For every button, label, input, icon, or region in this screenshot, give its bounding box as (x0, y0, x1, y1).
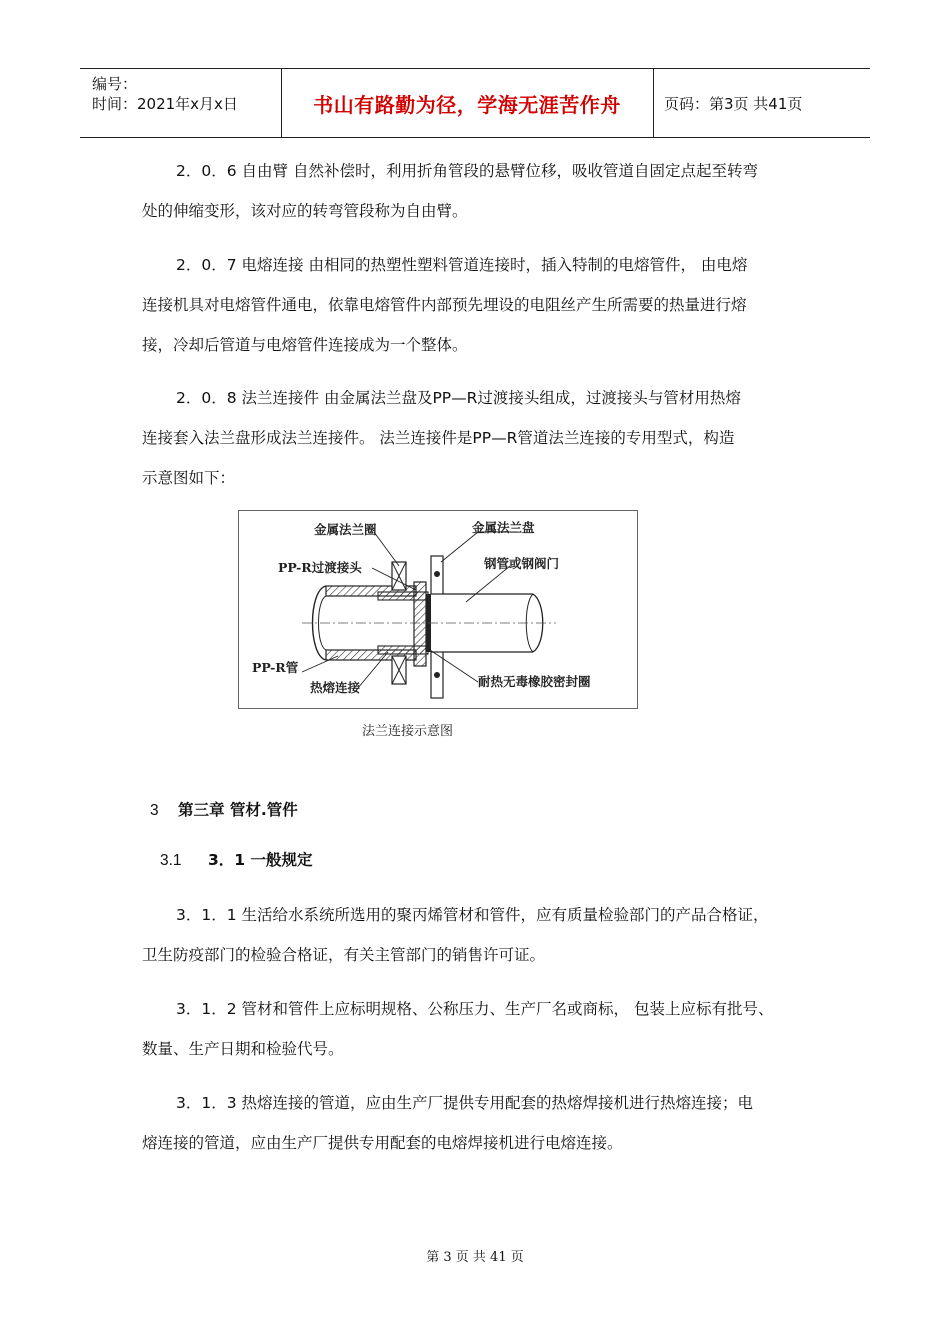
header-info-cell (80, 69, 282, 137)
time-label: 时间：2021年x月x日 (92, 95, 238, 113)
motto: 书山有路勤为径，学海无涯苦作舟 (313, 92, 621, 117)
section-number: 3.1 (160, 852, 182, 869)
label-metal-flange-ring: 金属法兰圈 (314, 522, 377, 537)
paragraph-2-0-7 (142, 254, 822, 374)
paragraph-line: 连接机具对电熔管件通电，依靠电熔管件内部预先埋设的电阻丝产生所需要的热量进行熔 (142, 296, 747, 314)
paragraph-2-0-6 (142, 160, 822, 240)
paragraph-line: 2．0．6 自由臂 自然补偿时，利用折角管段的悬臂位移，吸收管道自固定点起至转弯 (176, 162, 758, 180)
paragraph-line: 卫生防疫部门的检验合格证，有关主管部门的销售许可证。 (142, 946, 546, 964)
page-header (80, 68, 870, 138)
page-label: 页码：第3页 共41页 (664, 94, 803, 113)
chapter-number: 3 (150, 802, 159, 819)
ppr-transition-joint (378, 582, 428, 666)
number-label: 编号： (92, 75, 138, 93)
label-ppr-transition: PP-R过渡接头 (278, 560, 362, 575)
paragraph-line: 处的伸缩变形，该对应的转弯管段称为自由臂。 (142, 202, 468, 220)
paragraph-line: 示意图如下： (142, 469, 236, 487)
paragraph-line: 2．0．8 法兰连接件 由金属法兰盘及PP—R过渡接头组成，过渡接头与管材用热熔 (176, 389, 741, 407)
paragraph-2-0-8 (142, 387, 822, 507)
paragraph-line: 3．1．3 热熔连接的管道，应由生产厂提供专用配套的热熔焊接机进行热熔连接；电 (176, 1094, 754, 1112)
paragraph-line: 数量、生产日期和检验代号。 (142, 1040, 344, 1058)
flange-diagram-drawing (238, 510, 638, 750)
figure-caption: 法兰连接示意图 (362, 724, 454, 739)
paragraph-line: 连接套入法兰盘形成法兰连接件。 法兰连接件是PP—R管道法兰连接的专用型式，构造 (142, 429, 735, 447)
metal-flange-plate (431, 556, 443, 698)
label-steel-pipe: 钢管或钢阀门 (484, 556, 560, 571)
paragraph-3-1-1 (142, 904, 822, 984)
label-heat-fusion: 热熔连接 (310, 680, 361, 695)
paragraph-3-1-3 (142, 1092, 822, 1172)
paragraph-line: 接，冷却后管道与电熔管件连接成为一个整体。 (142, 336, 468, 354)
flange-connection-diagram (238, 510, 638, 750)
paragraph-line: 3．1．1 生活给水系统所选用的聚丙烯管材和管件，应有质量检验部门的产品合格证， (176, 906, 769, 924)
paragraph-line: 2．0．7 电熔连接 由相同的热塑性塑料管道连接时，插入特制的电熔管件， 由电熔 (176, 256, 748, 274)
header-motto-cell (281, 69, 654, 137)
paragraph-line: 熔连接的管道，应由生产厂提供专用配套的电熔焊接机进行电熔连接。 (142, 1134, 623, 1152)
paragraph-3-1-2 (142, 998, 822, 1078)
label-seal-ring: 耐热无毒橡胶密封圈 (478, 674, 591, 689)
label-metal-flange-plate: 金属法兰盘 (472, 520, 535, 535)
label-ppr-pipe: PP-R管 (252, 660, 299, 675)
chapter-heading (150, 798, 298, 820)
section-title: 3．1 一般规定 (208, 851, 313, 869)
header-page-cell (654, 69, 870, 137)
page-footer: 第 3 页 共 41 页 (426, 1250, 524, 1265)
chapter-title: 第三章 管材.管件 (178, 801, 298, 819)
paragraph-line: 3．1．2 管材和管件上应标明规格、公称压力、生产厂名或商标， 包装上应标有批号、 (176, 1000, 774, 1018)
section-heading (160, 848, 312, 870)
